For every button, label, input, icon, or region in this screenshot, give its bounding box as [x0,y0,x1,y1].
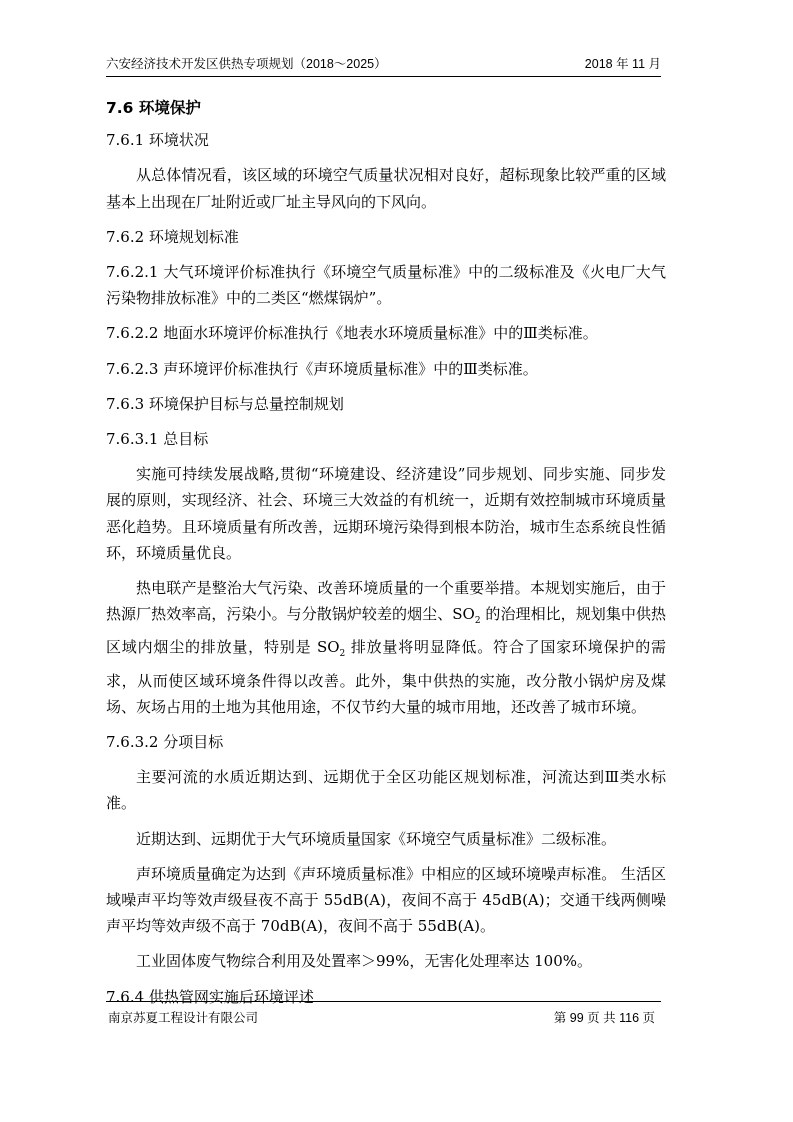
page-footer [106,1001,661,1026]
paragraph-cogeneration-part1: 热电联产是整治大气污染、改善环境质量的一个重要举措。本规划实施后，由于热源厂热效率高，污染小。与分散锅炉较差的烟尘、SO [106,579,666,624]
heading-7-6-2: 7.6.2 环境规划标准 [106,227,239,246]
header-title: 六安经济技术开发区供热专项规划（2018～2025） [106,57,387,71]
footer-page-number: 第 99 页 共 116 页 [553,1011,655,1025]
heading-7-6-2-3: 7.6.2.3 声环境评价标准执行《声环境质量标准》中的Ⅲ类标准。 [106,359,538,378]
heading-7-6-1: 7.6.1 环境状况 [106,131,209,150]
page-header [106,54,661,77]
main-content [106,95,666,1010]
paragraph-noise-target: 声环境质量确定为达到《声环境质量标准》中相应的区域环境噪声标准。 生活区域噪声平均等效声级昼夜不高于 55dB(A)，夜间不高于 45dB(A)；交通干线两侧噪声平均等效声级不高于 70dB(A)，夜间不高于 55dB(A)。 [106,864,666,936]
header-date: 2018 年 11 月 [584,57,661,71]
heading-7-6-3: 7.6.3 环境保护目标与总量控制规划 [106,394,344,413]
paragraph-water-target: 主要河流的水质近期达到、远期优于全区功能区规划标准，河流达到Ⅲ类水标准。 [106,768,666,813]
section-title: 7.6 环境保护 [106,99,201,117]
heading-7-6-2-2: 7.6.2.2 地面水环境评价标准执行《地表水环境质量标准》中的Ⅲ类标准。 [106,324,598,343]
heading-7-6-3-1: 7.6.3.1 总目标 [106,430,209,449]
heading-7-6-2-1: 7.6.2.1 大气环境评价标准执行《环境空气质量标准》中的二级标准及《火电厂大气污染物排放标准》中的二类区“燃煤锅炉”。 [106,263,666,308]
subscript-2: 2 [339,649,346,660]
paragraph-air-target: 近期达到、远期优于大气环境质量国家《环境空气质量标准》二级标准。 [136,829,617,848]
paragraph-cogeneration-part2: 的治理相比，规划集中供热区域内烟尘的排放量，特别是 SO [106,605,667,657]
subscript-2: 2 [474,616,481,627]
footer-company: 南京苏夏工程设计有限公司 [108,1011,259,1025]
paragraph-solid-waste-target: 工业固体废气物综合利用及处置率＞99%，无害化处理率达 100%。 [136,952,592,971]
paragraph-overall-goal: 实施可持续发展战略,贯彻“环境建设、经济建设”同步规划、同步实施、同步发展的原则，实现经济、社会、环境三大效益的有机统一，近期有效控制城市环境质量恶化趋势。且环境质量有所改善，远期环境污染得到根本防治，城市生态系统良性循环，环境质量优良。 [106,465,666,562]
paragraph-cogeneration [106,575,666,720]
paragraph-environment-status: 从总体情况看，该区域的环境空气质量状况相对良好，超标现象比较严重的区域基本上出现在厂址附近或厂址主导风向的下风向。 [106,166,666,211]
paragraph-cogeneration-part3: 排放量将明显降低。符合了国家环境保护的需求，从而使区域环境条件得以改善。此外，集中供热的实施，改分散小锅炉房及煤场、灰场占用的土地为其他用途，不仅节约大量的城市用地，还改善了城市环境。 [106,638,667,716]
heading-7-6-3-2: 7.6.3.2 分项目标 [106,733,224,752]
heading-7-6-4: 7.6.4 供热管网实施后环境评述 [106,987,314,1006]
